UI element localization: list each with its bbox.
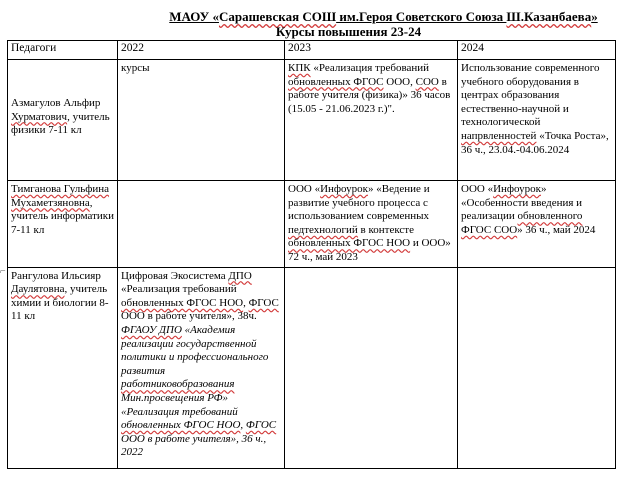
course-2024-cell bbox=[458, 60, 616, 181]
text-fragment: обновленных ФГОС НОО bbox=[288, 237, 411, 250]
header-2024: 2024 bbox=[458, 41, 616, 60]
text-fragment: ООО, bbox=[383, 75, 416, 88]
text-fragment: , bbox=[240, 419, 246, 432]
text-fragment: ООО « bbox=[461, 183, 494, 195]
text-fragment: педтехнологий bbox=[288, 223, 358, 236]
course-2022-cell bbox=[118, 181, 285, 268]
title-middle: им.Героя Советского Союза bbox=[336, 9, 507, 24]
table-row bbox=[8, 181, 616, 268]
text-fragment: обновленного ФГОС СОО bbox=[461, 210, 583, 236]
course-2023-cell bbox=[285, 181, 458, 268]
text-fragment: СОО bbox=[415, 75, 439, 88]
text-fragment: обновленных ФГОС НОО bbox=[121, 296, 244, 309]
text-fragment: Мин.просвещения РФ» bbox=[121, 391, 228, 404]
text-fragment: ДПО bbox=[228, 269, 252, 282]
teacher-role: , учитель химии и биологии 8-11 кл bbox=[11, 283, 109, 323]
text-fragment: ФГОС bbox=[245, 419, 277, 432]
text-fragment: » 36 ч., май 2024 bbox=[517, 223, 596, 236]
text-fragment: , bbox=[243, 296, 249, 309]
text-fragment: обновленных ФГОС bbox=[288, 75, 384, 88]
course-2023-cell bbox=[285, 60, 458, 181]
text-fragment: и ООО» 72 ч., май 2023 bbox=[288, 237, 451, 263]
courses-table bbox=[7, 40, 616, 469]
text-fragment: «Реализация требований bbox=[121, 283, 237, 296]
text-fragment: «Реализация требований bbox=[310, 62, 430, 74]
teacher-cell bbox=[8, 60, 118, 181]
text-fragment: Инфоурок bbox=[493, 183, 541, 195]
text-fragment: » «Ведение и развитие учебного процесса с использованием современных bbox=[288, 183, 430, 223]
teacher-patronymic: Хурматович bbox=[11, 110, 68, 123]
teacher-cell bbox=[8, 267, 118, 468]
course-2024-cell bbox=[458, 267, 616, 468]
title-prefix: МАОУ « bbox=[169, 9, 219, 24]
course-2023-cell bbox=[285, 267, 458, 468]
course-2022-cell: курсы bbox=[118, 60, 285, 181]
text-fragment: «Точка Роста», 36 ч., 23.04.-04.06.2024 bbox=[461, 129, 609, 156]
text-fragment: Инфоурок bbox=[320, 183, 368, 195]
text-fragment: в контексте bbox=[357, 223, 414, 236]
text-fragment: «Реализация требований bbox=[121, 405, 238, 418]
text-fragment: обновленных ФГОС НОО bbox=[121, 419, 241, 432]
text-fragment: напрвленностей bbox=[461, 129, 537, 142]
title-suffix: » bbox=[591, 9, 598, 24]
table-row bbox=[8, 267, 616, 468]
title-school: Сарашевская СОШ bbox=[218, 9, 337, 24]
course-2024-cell bbox=[458, 181, 616, 268]
teacher-name: Тимганова Гульфина Мухаметзяновна bbox=[11, 183, 110, 209]
teacher-role: , учитель физики 7-11 кл bbox=[11, 110, 110, 137]
course-2022-cell bbox=[118, 267, 285, 468]
text-fragment: Цифровая Экосистема bbox=[121, 269, 229, 282]
text-fragment: » «Особенности введения и реализации bbox=[461, 183, 583, 223]
text-fragment: работниковобразования bbox=[121, 378, 235, 391]
text-fragment: КПК bbox=[288, 62, 311, 74]
teacher-role: , учитель информатики 7-11 кл bbox=[11, 196, 115, 236]
header-2022: 2022 bbox=[118, 41, 285, 60]
header-2023: 2023 bbox=[285, 41, 458, 60]
table-row bbox=[8, 60, 616, 181]
document-subtitle: Курсы повышения 23-24 bbox=[275, 24, 422, 39]
text-fragment: ФГОС bbox=[248, 296, 279, 309]
text-fragment: в работе учителя (физика)» 36 часов (15.05 - 21.06.2023 г.)". bbox=[288, 75, 451, 115]
teacher-name: Азмагулов Альфир bbox=[11, 97, 101, 109]
teacher-cell bbox=[8, 181, 118, 268]
text-fragment: ФГАОУ ДПО bbox=[121, 323, 182, 336]
teacher-patronymic: Даулятовна bbox=[11, 283, 65, 296]
header-teachers: Педагоги bbox=[8, 41, 118, 60]
text-fragment: «Академия реализации государственной политики и профессионального развития bbox=[121, 323, 269, 377]
margin-mark: ⌐ bbox=[0, 266, 6, 277]
table-header-row bbox=[8, 41, 616, 60]
text-fragment: ООО « bbox=[288, 183, 321, 195]
text-fragment: ООО в работе учителя», 38ч. bbox=[121, 310, 257, 323]
teacher-name: Рангулова Ильсияр bbox=[11, 269, 101, 282]
document-title bbox=[0, 10, 617, 24]
title-hero-name: Ш.Казанбаева bbox=[506, 9, 592, 24]
text-fragment: ООО в работе учителя», 36 ч., 2022 bbox=[121, 432, 267, 459]
text-fragment: Использование современного учебного оборудования в центрах образования естественно-научной и технологической bbox=[461, 62, 600, 129]
